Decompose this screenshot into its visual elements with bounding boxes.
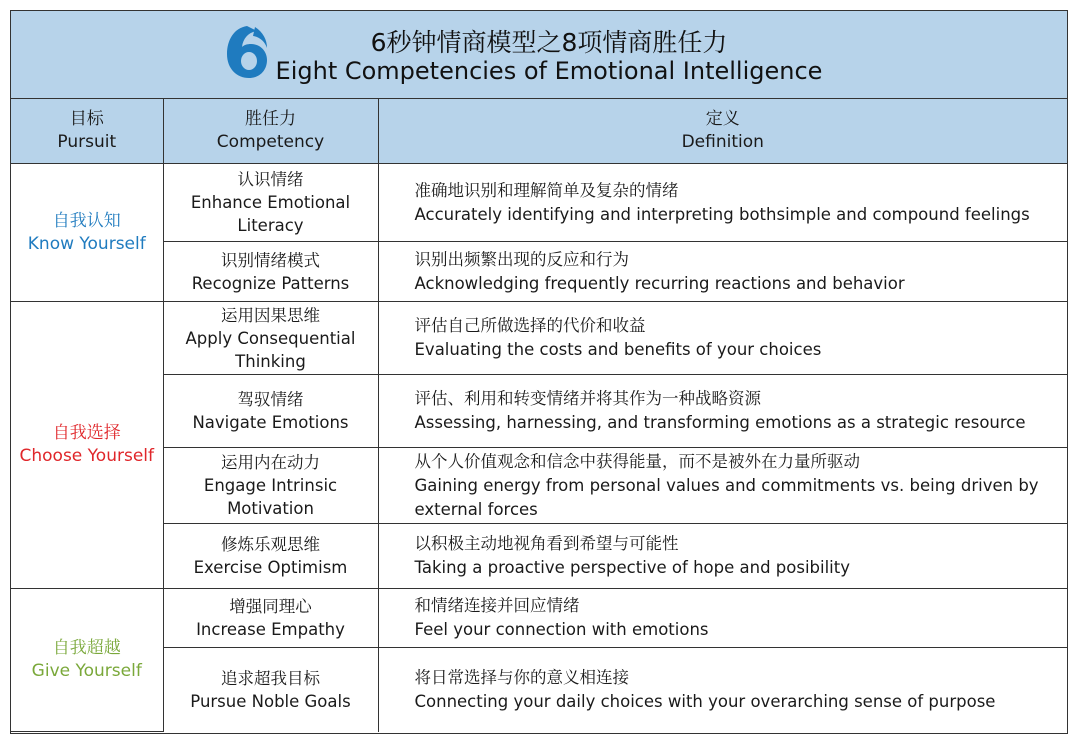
competency-cell: 认识情绪 Enhance Emotional Literacy (163, 164, 378, 242)
table-row (11, 375, 1067, 448)
competency-cell: 增强同理心 Increase Empathy (163, 589, 378, 648)
table-row (11, 448, 1067, 524)
competency-cell: 识别情绪模式 Recognize Patterns (163, 242, 378, 302)
pursuit-give-yourself: 自我超越 Give Yourself (11, 589, 163, 732)
column-header-competency: 胜任力 Competency (163, 99, 378, 164)
column-header-definition: 定义 Definition (378, 99, 1067, 164)
competency-cell: 追求超我目标 Pursue Noble Goals (163, 648, 378, 732)
definition-cell: 识别出频繁出现的反应和行为 Acknowledging frequently recurring reactions and behavior (378, 242, 1067, 302)
table-row (11, 242, 1067, 302)
definition-cell: 准确地识别和理解简单及复杂的情绪 Accurately identifying and interpreting bothsimple and compound feelings (378, 164, 1067, 242)
definition-cell: 以积极主动地视角看到希望与可能性 Taking a proactive perspective of hope and posibility (378, 524, 1067, 589)
definition-cell: 评估、利用和转变情绪并将其作为一种战略资源 Assessing, harnessing, and transforming emotions as a strategic resource (378, 375, 1067, 448)
competency-cell: 驾驭情绪 Navigate Emotions (163, 375, 378, 448)
pursuit-know-yourself: 自我认知 Know Yourself (11, 164, 163, 302)
table-row (11, 164, 1067, 242)
table-row (11, 302, 1067, 375)
column-header-pursuit: 目标 Pursuit (11, 99, 163, 164)
title-chinese: 6秒钟情商模型之8项情商胜任力 (370, 28, 728, 57)
competency-cell: 运用因果思维 Apply Consequential Thinking (163, 302, 378, 375)
competency-table-frame (10, 10, 1068, 734)
title-english: Eight Competencies of Emotional Intelligence (275, 57, 823, 85)
definition-cell: 将日常选择与你的意义相连接 Connecting your daily choices with your overarching sense of purpose (378, 648, 1067, 732)
table-row (11, 589, 1067, 648)
definition-cell: 评估自己所做选择的代价和收益 Evaluating the costs and benefits of your choices (378, 302, 1067, 375)
competency-cell: 运用内在动力 Engage Intrinsic Motivation (163, 448, 378, 524)
definition-cell: 从个人价值观念和信念中获得能量，而不是被外在力量所驱动 Gaining energy from personal values and commitments vs. being driven by external forces (378, 448, 1067, 524)
column-header-row (11, 99, 1067, 164)
competency-cell: 修炼乐观思维 Exercise Optimism (163, 524, 378, 589)
competency-table (11, 99, 1067, 732)
table-row (11, 648, 1067, 732)
table-row (11, 524, 1067, 589)
table-header-banner (11, 11, 1067, 99)
definition-cell: 和情绪连接并回应情绪 Feel your connection with emotions (378, 589, 1067, 648)
pursuit-choose-yourself: 自我选择 Choose Yourself (11, 302, 163, 589)
